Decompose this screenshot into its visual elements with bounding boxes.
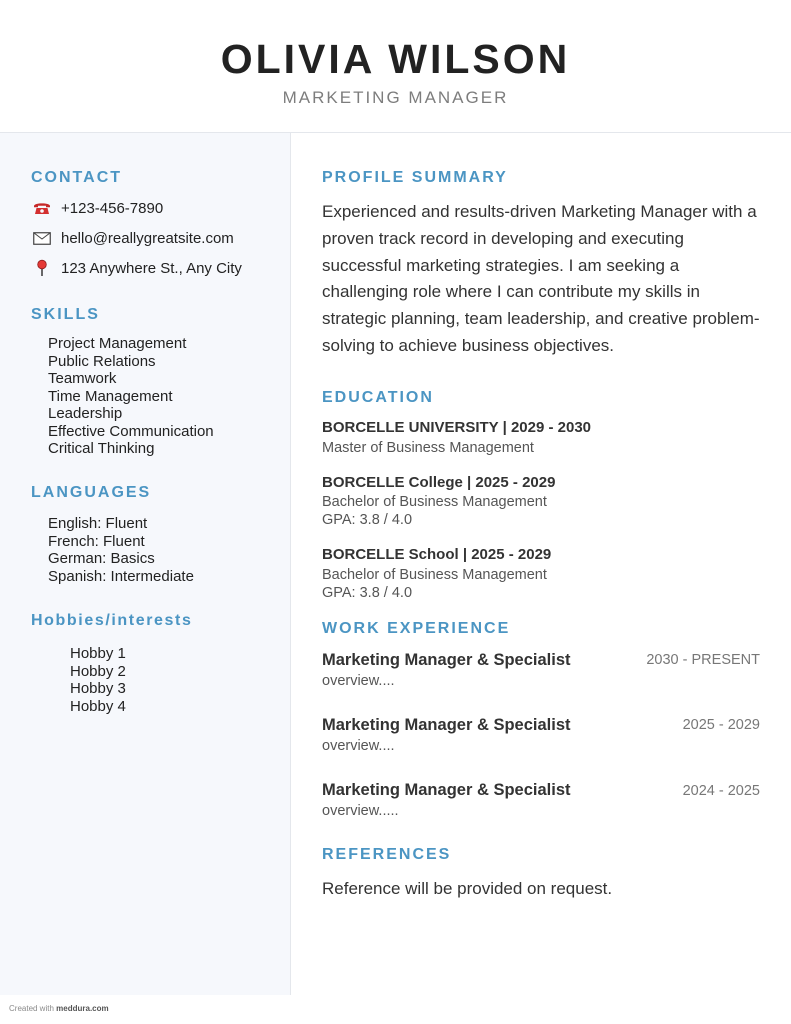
language-item: Spanish: Intermediate [48, 567, 194, 585]
contact-email [32, 228, 234, 248]
education-degree: Master of Business Management [322, 440, 534, 456]
skills-list [48, 335, 214, 458]
references-heading: REFERENCES [322, 846, 452, 863]
education-title: BORCELLE School | 2025 - 2029 [322, 546, 552, 563]
education-degree: Bachelor of Business Management [322, 494, 547, 510]
skill-item: Time Management [48, 387, 173, 405]
skill-item: Teamwork [48, 370, 117, 387]
job-title: Marketing Manager & Specialist [322, 716, 571, 734]
languages-list [48, 515, 194, 585]
job-dates: 2024 - 2025 [682, 783, 760, 799]
skill-item: Critical Thinking [48, 440, 155, 457]
hobby-item: Hobby 1 [70, 645, 126, 662]
resume-header [0, 0, 791, 133]
languages-heading: LANGUAGES [31, 484, 152, 501]
education-heading: EDUCATION [322, 389, 434, 406]
education-degree: Bachelor of Business Management [322, 567, 547, 583]
footer-prefix: Created with [9, 1004, 54, 1013]
education-gpa: GPA: 3.8 / 4.0 [322, 585, 413, 601]
email-text[interactable]: hello@reallygreatsite.com [61, 229, 234, 247]
skill-item: Leadership [48, 405, 123, 422]
phone-text[interactable]: +123-456-7890 [61, 199, 164, 217]
hobbies-heading: Hobbies/interests [31, 612, 193, 629]
footer-brand[interactable]: meddura.com [56, 1004, 109, 1013]
experience-heading: WORK EXPERIENCE [322, 620, 511, 637]
hobbies-list [70, 645, 126, 715]
skill-item: Effective Communication [48, 422, 214, 440]
hobby-item: Hobby 4 [70, 697, 126, 715]
education-gpa: GPA: 3.8 / 4.0 [322, 512, 413, 528]
telephone-icon [32, 200, 52, 216]
hobby-item: Hobby 3 [70, 680, 126, 697]
contact-address [32, 258, 242, 278]
job-title: Marketing Manager & Specialist [322, 781, 571, 799]
contact-phone [32, 198, 163, 218]
footer-credit [9, 1004, 109, 1014]
education-title: BORCELLE College | 2025 - 2029 [322, 474, 556, 491]
language-item: German: Basics [48, 550, 155, 567]
location-pin-icon [32, 260, 52, 276]
references-text: Reference will be provided on request. [322, 879, 613, 898]
job-overview: overview.... [322, 673, 395, 689]
envelope-icon [32, 230, 52, 246]
hobby-item: Hobby 2 [70, 662, 126, 680]
candidate-title: MARKETING MANAGER [282, 88, 509, 107]
skill-item: Public Relations [48, 352, 156, 370]
address-text: 123 Anywhere St., Any City [61, 259, 242, 277]
job-overview: overview.... [322, 738, 395, 754]
skill-item: Project Management [48, 335, 187, 352]
job-title: Marketing Manager & Specialist [322, 651, 571, 669]
education-title: BORCELLE UNIVERSITY | 2029 - 2030 [322, 419, 592, 436]
job-dates: 2030 - PRESENT [646, 652, 760, 668]
language-item: English: Fluent [48, 515, 148, 532]
profile-heading: PROFILE SUMMARY [322, 169, 508, 186]
job-overview: overview..... [322, 803, 399, 819]
candidate-name: OLIVIA WILSON [220, 36, 571, 82]
skills-heading: SKILLS [31, 306, 100, 323]
profile-text: Experienced and results-driven Marketing Manager with a proven track record in developing and executing successful marketing strategies. I am seeking a challenging role where I can contribute my skills in strategic planning, team leadership, and creative problem-solving to achieve business objectives. [322, 202, 760, 355]
job-dates: 2025 - 2029 [682, 717, 760, 733]
contact-heading: CONTACT [31, 169, 123, 186]
language-item: French: Fluent [48, 532, 145, 550]
